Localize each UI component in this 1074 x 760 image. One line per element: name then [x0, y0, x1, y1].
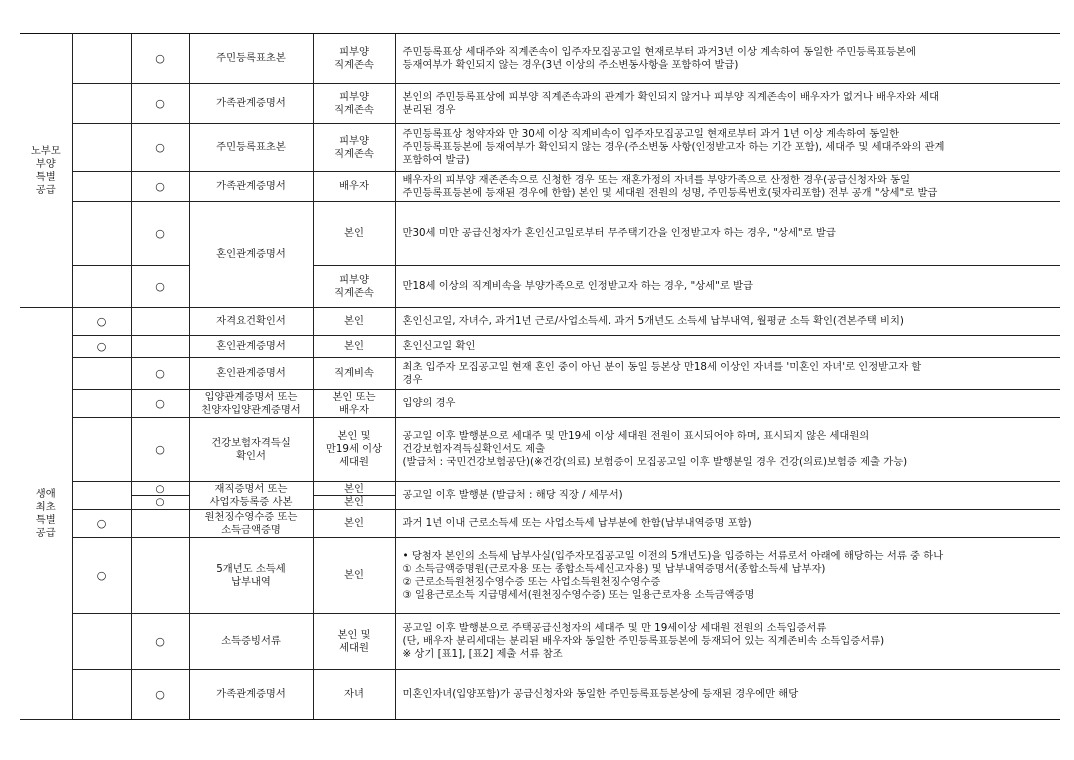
check-circle-icon: ○ — [155, 495, 165, 508]
check-circle-icon: ○ — [155, 51, 165, 65]
document-name: 가족관계증명서 — [189, 84, 313, 124]
col-b-cell — [131, 336, 189, 358]
description: 만30세 미만 공급신청자가 혼인신고일로부터 무주택기간을 인정받고자 하는 경우, "상세"로 발급 — [395, 202, 1060, 266]
target-person: 본인 — [313, 336, 395, 358]
table-row — [20, 614, 1060, 670]
document-name: 자격요건확인서 — [189, 308, 313, 336]
col-b-cell — [131, 266, 189, 308]
target-person: 본인 및 세대원 — [313, 614, 395, 670]
col-a-cell — [72, 418, 131, 482]
target-person: 본인 — [313, 202, 395, 266]
col-b-cell — [131, 34, 189, 84]
description: • 당첨자 본인의 소득세 납부사실(입주자모집공고일 이전의 5개년도)을 입증하는 서류로서 아래에 해당하는 서류 중 하나 ① 소득금액증명원(근로자용 또는 종합소득세신고자용) 및 납부내역증명서(종합소득세 납부자) ② 근로소득원천징수영수증 또는 사업소득원천징수영수증 ③ 일용근로소득 지급명세서(원천징수영수증) 또는 일용근로자용 소득금액증명 — [395, 538, 1060, 614]
description: 미혼인자녀(입양포함)가 공급신청자와 동일한 주민등록표등본상에 등재된 경우에만 해당 — [395, 670, 1060, 720]
check-circle-icon: ○ — [155, 366, 165, 380]
col-a-cell — [72, 670, 131, 720]
col-a-cell — [72, 308, 131, 336]
target-b: 본인 — [344, 495, 364, 508]
target-person: 본인 및 만19세 이상 세대원 — [313, 418, 395, 482]
target-person: 직계비속 — [313, 358, 395, 390]
col-b-cell — [131, 390, 189, 418]
col-b-cell — [131, 124, 189, 172]
document-name: 원천징수영수증 또는 소득금액증명 — [189, 510, 313, 538]
col-b-cell — [131, 358, 189, 390]
target-person: 자녀 — [313, 670, 395, 720]
target-a: 본인 — [314, 483, 395, 496]
document-name: 혼인관계증명서 — [189, 202, 313, 308]
col-b-cell — [131, 482, 189, 510]
target-person: 본인 또는 배우자 — [313, 390, 395, 418]
table-row — [20, 336, 1060, 358]
document-name: 혼인관계증명서 — [189, 336, 313, 358]
table-row — [20, 358, 1060, 390]
table-row — [20, 482, 1060, 510]
col-b-cell — [131, 308, 189, 336]
check-circle-icon: ○ — [96, 339, 107, 353]
check-circle-icon: ○ — [155, 226, 165, 240]
document-name: 가족관계증명서 — [189, 172, 313, 202]
document-name: 재직증명서 또는 사업자등록증 사본 — [189, 482, 313, 510]
col-a-cell — [72, 34, 131, 84]
target-person: 본인 — [313, 308, 395, 336]
description: 혼인신고일, 자녀수, 과거1년 근로/사업소득세. 과거 5개년도 소득세 납부내역, 월평균 소득 확인(견본주택 비치) — [395, 308, 1060, 336]
table-row — [20, 670, 1060, 720]
col-a-cell — [72, 482, 131, 510]
col-a-cell — [72, 538, 131, 614]
table-row — [20, 202, 1060, 266]
document-name: 5개년도 소득세 납부내역 — [189, 538, 313, 614]
description: 만18세 이상의 직계비속을 부양가족으로 인정받고자 하는 경우, "상세"로 발급 — [395, 266, 1060, 308]
description: 공고일 이후 발행분으로 주택공급신청자의 세대주 및 만 19세이상 세대원 전원의 소득입증서류 (단, 배우자 분리세대는 분리된 배우자와 동일한 주민등록표등본에 등재되어 있는 직계존비속 소득입증서류) ※ 상기 [표1], [표2] 제출 서류 참조 — [395, 614, 1060, 670]
check-circle-icon: ○ — [96, 568, 107, 582]
description: 주민등록표상 세대주와 직계존속이 입주자모집공고일 현재로부터 과거3년 이상 계속하여 동일한 주민등록표등본에 등재여부가 확인되지 않는 경우(3년 이상의 주소변동사항을 포함하여 발급) — [395, 34, 1060, 84]
document-name: 주민등록표초본 — [189, 124, 313, 172]
description: 공고일 이후 발행분으로 세대주 및 만19세 이상 세대원 전원이 표시되어야 하며, 표시되지 않은 세대원의 건강보험자격득실확인서도 제출 (발급처 : 국민건강보험공단)(※건강(의료) 보험증이 모집공고일 이후 발행분일 경우 건강(의료)보험증 제출 가능) — [395, 418, 1060, 482]
table-row — [20, 510, 1060, 538]
target-person: 본인 — [313, 510, 395, 538]
check-circle-icon: ○ — [155, 96, 165, 110]
col-a-cell — [72, 614, 131, 670]
target-person: 배우자 — [313, 172, 395, 202]
col-b-cell — [131, 418, 189, 482]
col-b-cell — [131, 172, 189, 202]
description: 최초 입주자 모집공고일 현재 혼인 중이 아닌 분이 동일 등본상 만18세 이상인 자녀를 '미혼인 자녀'로 인정받고자 할 경우 — [395, 358, 1060, 390]
col-a-cell — [72, 124, 131, 172]
description: 혼인신고일 확인 — [395, 336, 1060, 358]
table-row — [20, 266, 1060, 308]
table-row — [20, 34, 1060, 84]
check-circle-icon: ○ — [155, 442, 165, 456]
col-b-cell — [131, 510, 189, 538]
description: 공고일 이후 발행분 (발급처 : 해당 직장 / 세무서) — [395, 482, 1060, 510]
table-row — [20, 308, 1060, 336]
check-circle-icon: ○ — [155, 179, 165, 193]
check-circle-icon: ○ — [155, 279, 165, 293]
group-label-elderly: 노부모 부양 특별 공급 — [20, 34, 72, 308]
document-name: 주민등록표초본 — [189, 34, 313, 84]
description: 입양의 경우 — [395, 390, 1060, 418]
check-circle-icon: ○ — [132, 483, 189, 496]
table-row — [20, 418, 1060, 482]
document-name: 소득증빙서류 — [189, 614, 313, 670]
required-documents-table — [20, 33, 1060, 720]
col-a-cell — [72, 390, 131, 418]
col-a-cell — [72, 84, 131, 124]
target-person — [313, 482, 395, 510]
group-label-first: 생애 최초 특별 공급 — [20, 308, 72, 720]
table-row — [20, 84, 1060, 124]
check-circle-icon: ○ — [155, 396, 165, 410]
table-row — [20, 124, 1060, 172]
target-person: 피부양 직계존속 — [313, 266, 395, 308]
col-b-cell — [131, 538, 189, 614]
check-circle-icon: ○ — [155, 140, 165, 154]
table-row — [20, 538, 1060, 614]
col-a-cell — [72, 172, 131, 202]
table-row — [20, 390, 1060, 418]
col-a-cell — [72, 358, 131, 390]
target-person: 피부양 직계존속 — [313, 84, 395, 124]
document-name: 혼인관계증명서 — [189, 358, 313, 390]
check-circle-icon: ○ — [155, 634, 165, 648]
description: 과거 1년 이내 근로소득세 또는 사업소득세 납부분에 한함(납부내역증명 포함) — [395, 510, 1060, 538]
description: 본인의 주민등록표상에 피부양 직계존속과의 관계가 확인되지 않거나 피부양 직계존속이 배우자가 없거나 배우자와 세대 분리된 경우 — [395, 84, 1060, 124]
col-a-cell — [72, 510, 131, 538]
col-b-cell — [131, 670, 189, 720]
target-person: 피부양 직계존속 — [313, 124, 395, 172]
col-b-cell — [131, 202, 189, 266]
col-b-cell — [131, 84, 189, 124]
col-b-cell — [131, 614, 189, 670]
col-a-cell — [72, 336, 131, 358]
document-name: 입양관계증명서 또는 친양자입양관계증명서 — [189, 390, 313, 418]
col-a-cell — [72, 266, 131, 308]
description: 주민등록표상 청약자와 만 30세 이상 직계비속이 입주자모집공고일 현재로부터 과거 1년 이상 계속하여 동일한 주민등록표등본에 등재여부가 확인되지 않는 경우(주소변동 사항(인정받고자 하는 기간 포함), 세대주 및 세대주와의 관계 포함하여 발급) — [395, 124, 1060, 172]
col-a-cell — [72, 202, 131, 266]
check-circle-icon: ○ — [96, 314, 107, 328]
target-person: 피부양 직계존속 — [313, 34, 395, 84]
document-name: 가족관계증명서 — [189, 670, 313, 720]
description: 배우자의 피부양 재존존속으로 신청한 경우 또는 재혼가정의 자녀를 부양가족으로 산정한 경우(공급신청자와 동일 주민등록표등본에 등재된 경우에 한함) 본인 및 세대원 전원의 성명, 주민등록번호(뒷자리포함) 전부 공개 "상세"로 발급 — [395, 172, 1060, 202]
document-name: 건강보험자격득실 확인서 — [189, 418, 313, 482]
check-circle-icon: ○ — [155, 687, 165, 701]
target-person: 본인 — [313, 538, 395, 614]
table-row — [20, 172, 1060, 202]
check-circle-icon: ○ — [96, 516, 107, 530]
